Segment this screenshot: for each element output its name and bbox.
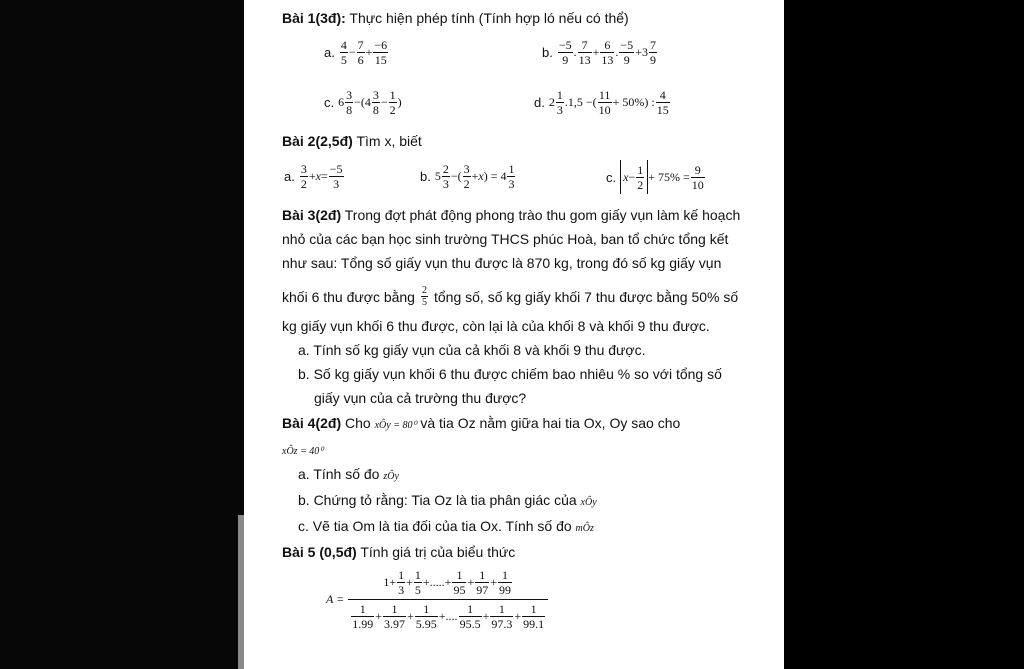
b5-expression: A = 1+ $\frac{1}{3}$ + $\frac{1}{5}$ +.....+ $\frac{1}{95}$ + $\frac{1}{97}$ + $\frac{1}{99}$ $\frac{1}{1.99}$ + $\frac{1}{3.97}$ + $\frac{1}{5.95}$ +.... $\frac{1}{95.5}$ + $\frac{1}{97.3}$ + $\frac{1}{99.1}$ xyxy=(326,568,548,631)
b5-title: Bài 5 (0,5đ) Tính giá trị của biểu thức xyxy=(282,544,516,560)
angle-xoy: xÔy = 80⁰ xyxy=(374,420,417,431)
b1-a: a. $\frac{4}{5}$ − $\frac{7}{6}$ + $\frac{-6}{15}$ xyxy=(324,38,388,67)
b2-b: b. 5 $\frac{2}{3}$ −( $\frac{3}{2}$ + x ) = 4 $\frac{1}{3}$ xyxy=(420,162,515,191)
b4-question-c: c. Vẽ tia Om là tia đối của tia Ox. Tính số đo mÔz xyxy=(298,518,594,534)
b3-line4: khối 6 thu được bằng $\frac{2}{5}$ tổng số, số kg giấy khối 7 thu được bằng 50% số xyxy=(282,285,739,308)
b1-c: c. 6 $\frac{3}{8}$ −(4 $\frac{3}{8}$ − $\frac{1}{2}$ ) xyxy=(324,88,402,117)
b4-line1: Bài 4(2đ) Cho xÔy = 80⁰ và tia Oz nằm giữa hai tia Ox, Oy sao cho xyxy=(282,415,681,431)
b4-question-b: b. Chứng tỏ rằng: Tia Oz là tia phân giác của xÔy xyxy=(298,492,597,508)
b1-b: b. $\frac{-5}{9}$ . $\frac{7}{13}$ + $\frac{6}{13}$ . $\frac{-5}{9}$ +3 $\frac{7}{9}$ xyxy=(542,38,656,67)
b3-question-b: b. Số kg giấy vụn khối 6 thu được chiếm bao nhiêu % so với tổng số xyxy=(298,366,722,382)
b3-question-b-cont: giấy vụn của cả trường thu được? xyxy=(314,390,527,406)
b2-title: Bài 2(2,5đ) Tìm x, biết xyxy=(282,133,422,149)
b3-line5: kg giấy vụn khối 6 thu được, còn lại là của khối 8 và khối 9 thu được. xyxy=(282,318,710,334)
b3-line3: như sau: Tổng số giấy vụn thu được là 870 kg, trong đó số kg giấy vụn xyxy=(282,255,722,271)
b2-c: c. x − $\frac{1}{2}$ + 75% = $\frac{9}{10}$ xyxy=(606,160,706,194)
b4-line2 xyxy=(282,440,323,461)
b1-d: d. 2 $\frac{1}{3}$ .1,5 −( $\frac{11}{10}$ + 50%) : $\frac{4}{15}$ xyxy=(534,88,669,117)
left-background xyxy=(0,0,244,669)
b1-title: Bài 1(3đ): Thực hiện phép tính (Tính hợp ló nếu có thể) xyxy=(282,10,629,26)
b3-line1: Bài 3(2đ) Trong đợt phát động phong trào thu gom giấy vụn làm kế hoạch xyxy=(282,207,741,223)
b2-a: a. $\frac{3}{2}$ + x = $\frac{-5}{3}$ xyxy=(284,162,343,191)
angle-xoz: xÔz = 40⁰ xyxy=(282,446,324,457)
b4-question-a: a. Tính số đo zÔy xyxy=(298,466,399,482)
b3-question-a: a. Tính số kg giấy vụn của cả khối 8 và khối 9 thu được. xyxy=(298,342,646,358)
document-page xyxy=(244,0,784,669)
b3-line2: nhỏ của các bạn học sinh trường THCS phúc Hoà, ban tổ chức tổng kết xyxy=(282,231,729,247)
